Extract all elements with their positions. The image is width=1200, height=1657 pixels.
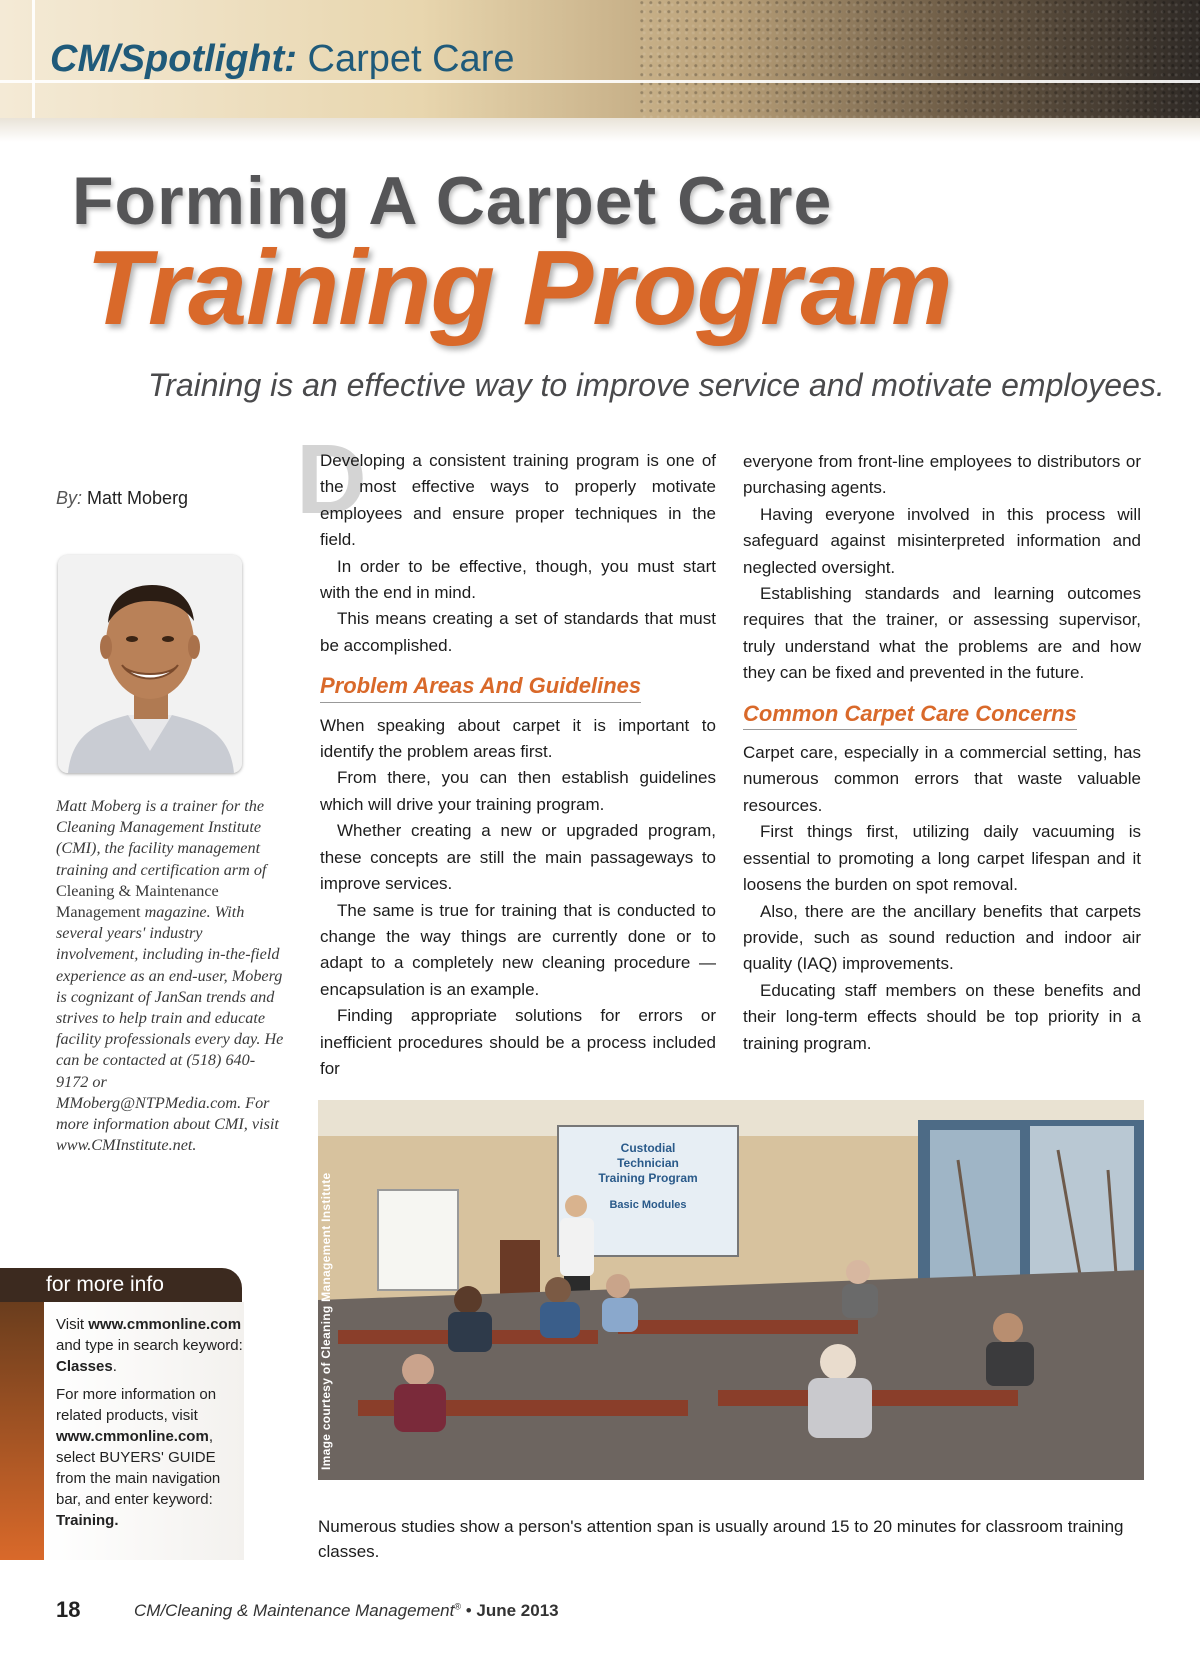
photo-caption: Numerous studies show a person's attention span is usually around 15 to 20 minutes for classroom training classes.: [318, 1517, 1124, 1561]
paragraph: Educating staff members on these benefits and their long-term effects should be top priority in a training program.: [743, 980, 1141, 1053]
bio-text: Matt Moberg is a trainer for the Cleaning Management Institute (CMI), the facility management training and certification arm of: [56, 797, 267, 879]
paragraph: From there, you can then establish guidelines which will drive your training program.: [320, 768, 716, 814]
author-name: Matt Moberg: [87, 488, 189, 508]
info-text: and type in search keyword:: [56, 1337, 243, 1354]
bio-text-continued: magazine. With several years' industry involvement, including in-the-field experience as an end-user, Moberg is cognizant of JanSan trends and strives to help train and educate facility professionals every day. He can be contacted at (518) 640-9172 or MMoberg@NTPMedia.com. For more information about CMI, visit www.CMInstitute.net.: [56, 903, 284, 1155]
author-photo: [58, 555, 242, 773]
info-link-url[interactable]: www.cmmonline.com: [88, 1316, 242, 1333]
carpet-texture: [640, 0, 1200, 118]
classroom-photo: [318, 1100, 1144, 1480]
paragraph: Carpet care, especially in a commercial setting, has numerous common errors that waste valuable resources.: [743, 743, 1141, 815]
info-paragraph-1: [56, 1314, 246, 1377]
screen-line-4: Basic Modules: [609, 1199, 687, 1211]
paragraph: Having everyone involved in this process will safeguard against misinterpreted information and neglected oversight.: [743, 504, 1141, 577]
info-link-url-2[interactable]: www.cmmonline.com: [56, 1428, 209, 1445]
bio-publication: Cleaning & Maintenance Management: [56, 881, 219, 922]
issue-date: June 2013: [476, 1601, 559, 1620]
headline-line-1: Forming A Carpet Care: [72, 163, 833, 239]
subheading: Problem Areas And Guidelines: [320, 673, 641, 702]
header-shadow: [0, 118, 1200, 142]
paragraph: Whether creating a new or upgraded program, these concepts are still the main passageways to improve services.: [320, 821, 716, 894]
paragraph: First things first, utilizing daily vacuuming is essential to promoting a long carpet lifespan and it loosens the burden on spot removal.: [743, 822, 1141, 895]
paragraph: In order to be effective, though, you must start with the end in mind.: [320, 556, 716, 603]
info-paragraph-2: [56, 1384, 246, 1531]
subheading: Common Carpet Care Concerns: [743, 701, 1077, 730]
paragraph: Establishing standards and learning outcomes requires that the trainer, or assessing supervisor, truly understand what the problems are and how they can be fixed and prevented in the future.: [743, 584, 1141, 683]
registered-mark: ®: [454, 1601, 461, 1612]
headline-line-2: Training Program: [86, 229, 952, 347]
article-column-1: [320, 448, 716, 1082]
paragraph: Also, there are the ancillary benefits that carpets provide, such as sound reduction and indoor air quality (IAQ) improvements.: [743, 901, 1141, 974]
kicker-bold: CM/Spotlight:: [50, 38, 297, 80]
info-keyword: Classes: [56, 1358, 113, 1375]
section-kicker: [50, 38, 514, 81]
paragraph: Developing a consistent training program is one of the most effective ways to properly motivate employees and ensure proper techniques in the field.: [320, 451, 716, 550]
info-text: Visit: [56, 1316, 89, 1333]
info-box-sidebar: [0, 1302, 44, 1560]
photo-credit: Image courtesy of Cleaning Management Institute: [319, 1172, 333, 1470]
byline: [56, 488, 188, 509]
screen-line-3: Training Program: [598, 1171, 698, 1185]
paragraph: When speaking about carpet it is important to identify the problem areas first.: [320, 715, 716, 762]
paragraph: everyone from front-line employees to distributors or purchasing agents.: [743, 452, 1141, 498]
screen-line-2: Technician: [617, 1156, 679, 1170]
classroom-scene: [318, 1100, 1144, 1480]
deck: Training is an effective way to improve service and motivate employees.: [148, 367, 1165, 403]
drop-cap: D: [296, 424, 367, 534]
info-text: For more information on related products, visit: [56, 1386, 217, 1424]
byline-label: By:: [56, 488, 83, 508]
author-portrait: [58, 555, 242, 773]
author-bio: [56, 796, 286, 1156]
paragraph: This means creating a set of standards that must be accomplished.: [320, 609, 716, 655]
info-box-title: for more info: [46, 1273, 164, 1296]
info-text: .: [112, 1358, 117, 1375]
info-box-header: [0, 1268, 242, 1302]
info-box: [44, 1302, 244, 1560]
kicker-topic: Carpet Care: [307, 38, 515, 80]
header-vertical-rule: [32, 0, 35, 118]
page-number: 18: [56, 1597, 81, 1622]
screen-line-1: Custodial: [620, 1141, 676, 1155]
footer-line: [134, 1601, 559, 1621]
magazine-name: CM/Cleaning & Maintenance Management: [134, 1601, 455, 1620]
footer-bullet: •: [465, 1601, 472, 1620]
info-keyword-2: Training.: [56, 1512, 119, 1529]
paragraph: The same is true for training that is conducted to change the way things are currently done or to adapt to a completely new cleaning procedure — encapsulation is an example.: [320, 900, 716, 999]
article-column-2: [743, 449, 1141, 1057]
info-text: , select BUYERS' GUIDE from the main navigation bar, and enter keyword:: [56, 1428, 221, 1508]
paragraph: Finding appropriate solutions for errors or inefficient procedures should be a process included for: [320, 1006, 716, 1078]
